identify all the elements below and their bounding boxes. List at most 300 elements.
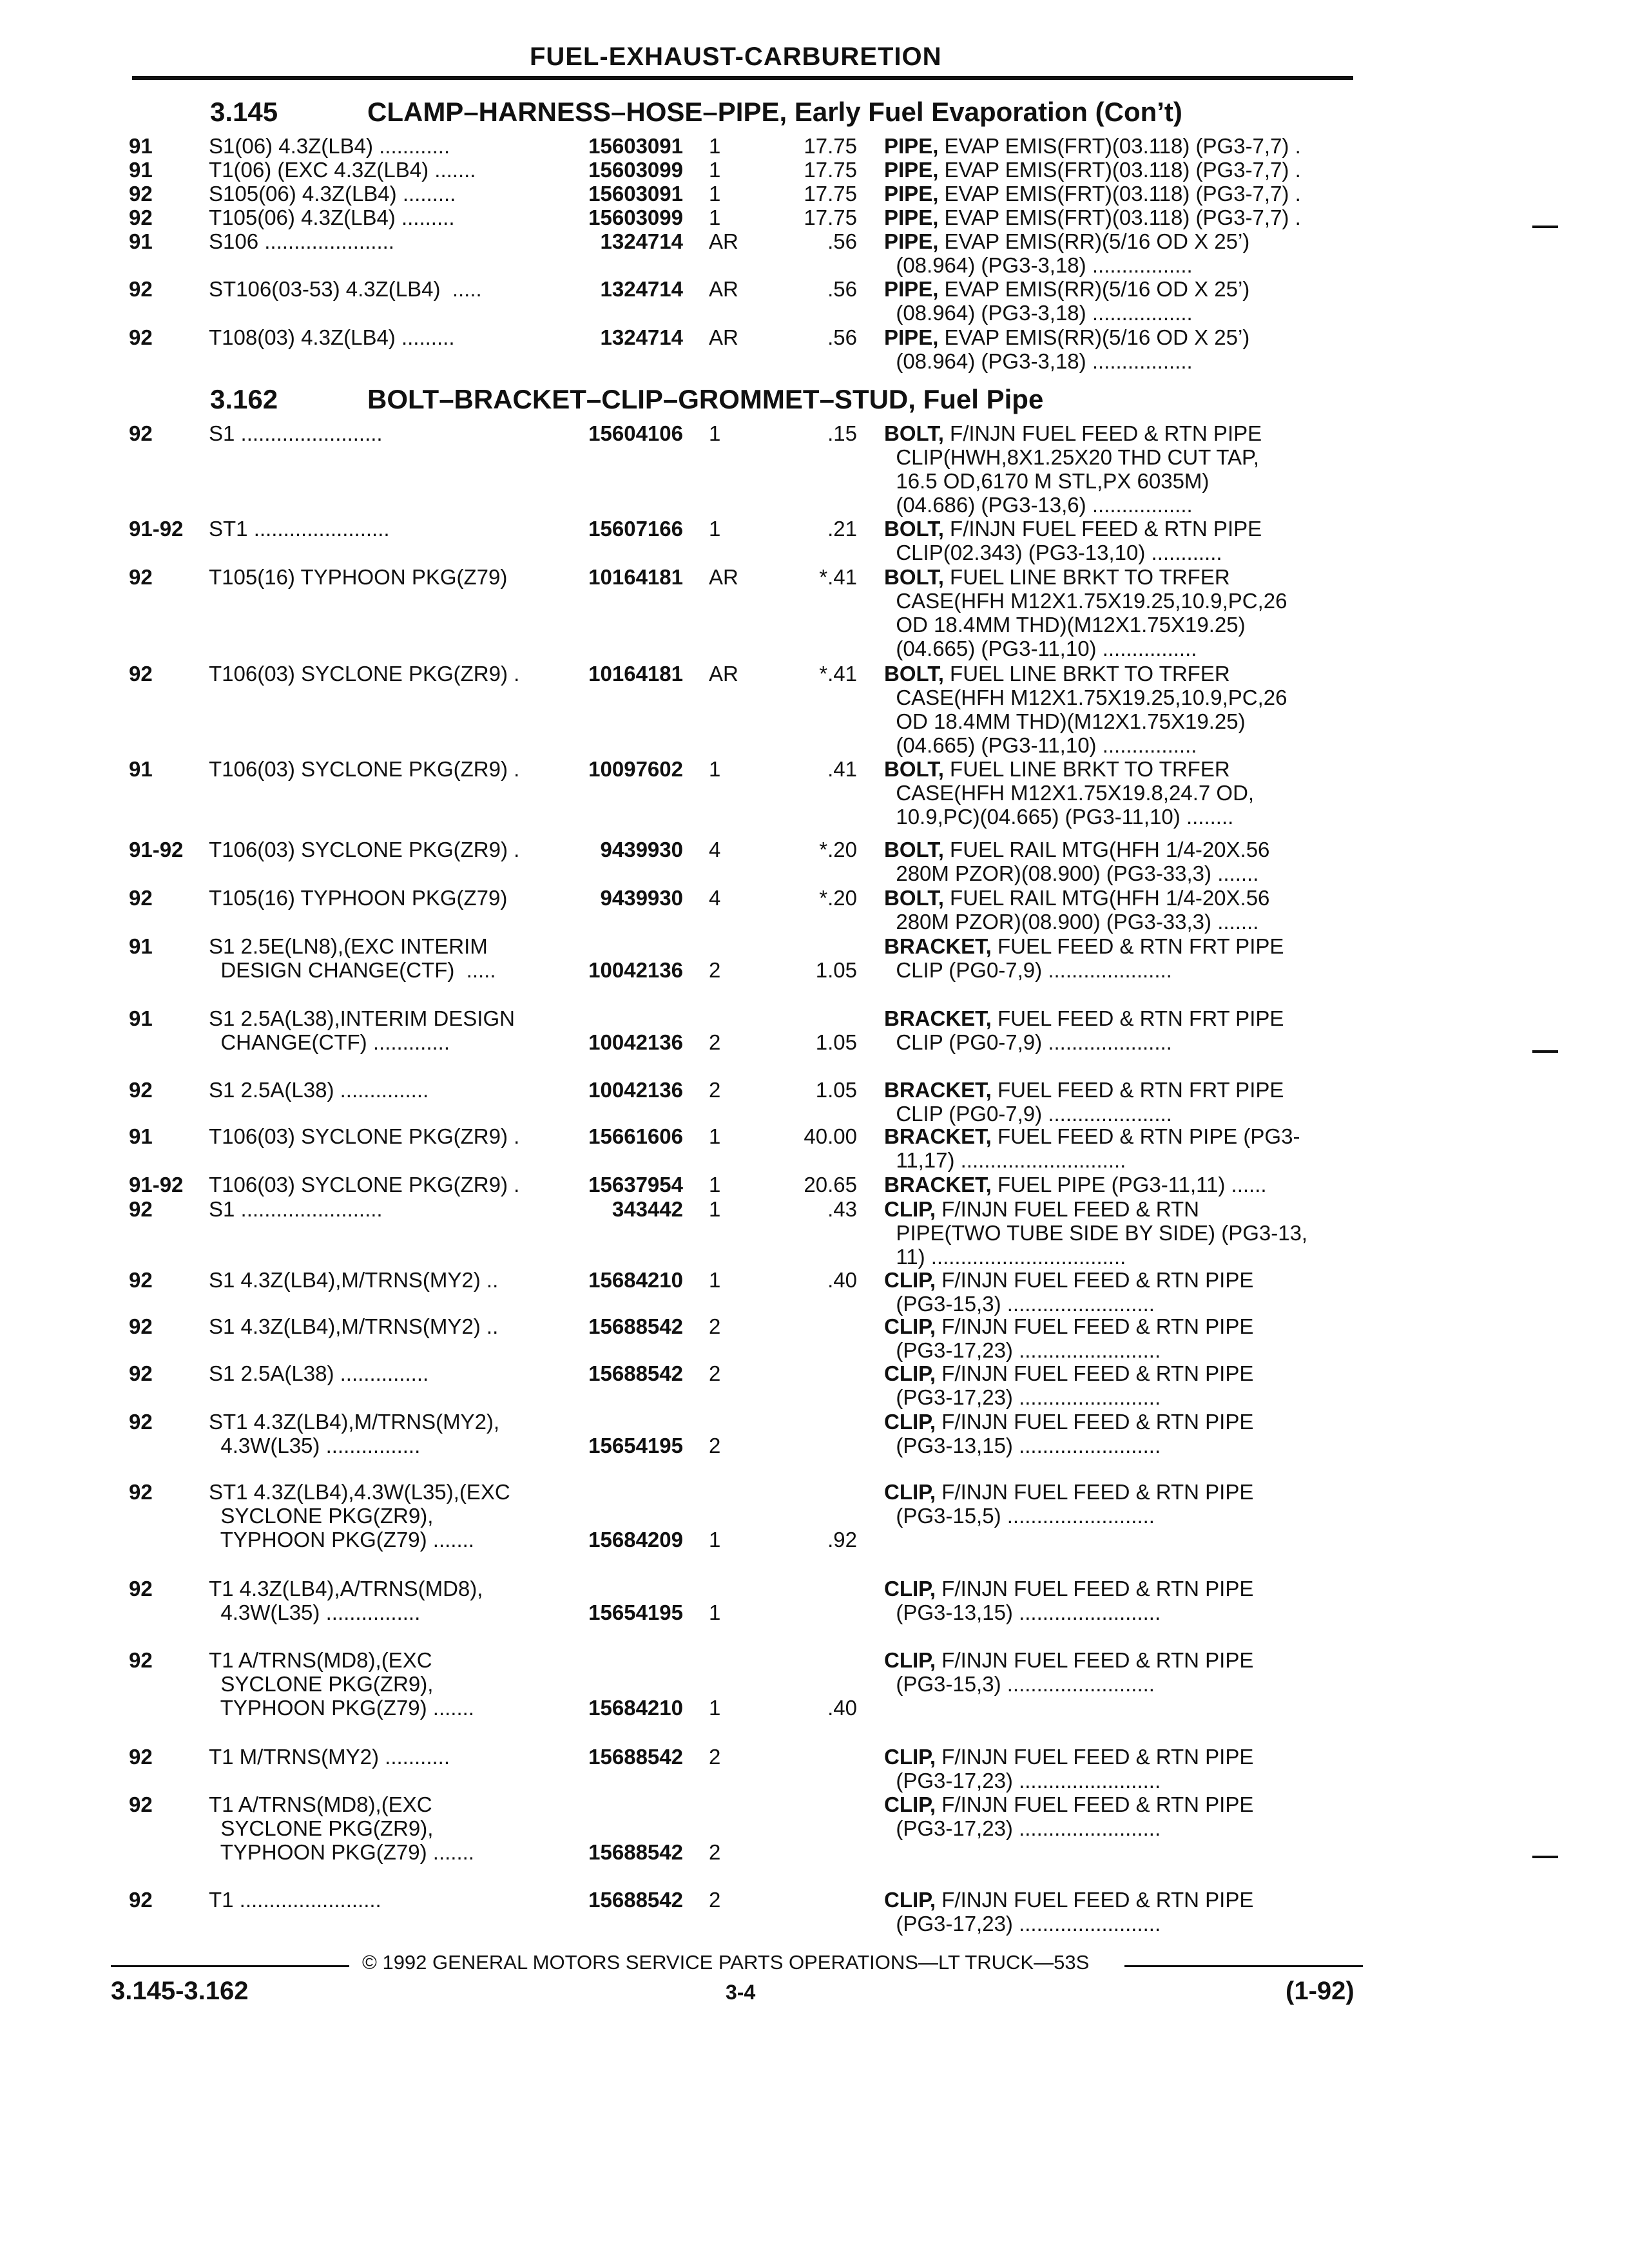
- part-description: [884, 934, 1284, 982]
- model-year: 92: [129, 277, 153, 301]
- quantity: AR: [709, 325, 738, 349]
- part-number: 15684210: [588, 1268, 683, 1292]
- price: 1.05: [815, 1078, 857, 1102]
- model-year: 91-92: [129, 1173, 184, 1196]
- price: 17.75: [804, 206, 857, 229]
- part-description: [884, 1361, 1253, 1409]
- vehicle-usage-line: T106(03) SYCLONE PKG(ZR9) .: [209, 1124, 520, 1148]
- vehicle-usage-line: T1 ........................: [209, 1888, 381, 1912]
- part-description-line: 11) .................................: [884, 1245, 1126, 1269]
- vehicle-usage-line: T1 4.3Z(LB4),A/TRNS(MD8),: [209, 1577, 483, 1600]
- model-year: 92: [129, 1888, 153, 1912]
- vehicle-usage-line: S105(06) 4.3Z(LB4) .........: [209, 182, 456, 206]
- description-keyword: PIPE,: [884, 229, 939, 253]
- part-description-line: BOLT, FUEL LINE BRKT TO TRFER: [884, 757, 1230, 781]
- model-year: 91: [129, 757, 153, 781]
- vehicle-usage-line: T106(03) SYCLONE PKG(ZR9) .: [209, 838, 520, 861]
- vehicle-usage-line: ST106(03-53) 4.3Z(LB4) .....: [209, 277, 482, 301]
- vehicle-usage-line: S106 ......................: [209, 229, 394, 253]
- quantity: 1: [709, 1124, 721, 1148]
- model-year: 91-92: [129, 838, 184, 861]
- part-number: 15688542: [588, 1840, 683, 1864]
- model-year: 91: [129, 934, 153, 958]
- vehicle-usage-line: T106(03) SYCLONE PKG(ZR9) .: [209, 1173, 520, 1196]
- part-number: 10042136: [588, 1030, 683, 1054]
- vehicle-usage: [209, 662, 519, 686]
- vehicle-usage: [209, 1124, 519, 1148]
- vehicle-usage-line: ST1 .......................: [209, 517, 390, 541]
- vehicle-usage: [209, 1314, 498, 1338]
- part-description: [884, 1078, 1284, 1126]
- part-description-line: CASE(HFH M12X1.75X19.8,24.7 OD,: [884, 781, 1255, 805]
- part-description-line: CASE(HFH M12X1.75X19.25,10.9,PC,26: [884, 589, 1287, 613]
- part-description-line: 11,17) ............................: [884, 1148, 1126, 1172]
- vehicle-usage-line: T105(16) TYPHOON PKG(Z79): [209, 886, 508, 910]
- part-description-line: (PG3-17,23) ........................: [884, 1338, 1161, 1362]
- part-number: 15688542: [588, 1314, 683, 1338]
- price: 1.05: [815, 1030, 857, 1054]
- part-number: 10164181: [588, 662, 683, 686]
- model-year: 92: [129, 662, 153, 686]
- price: .40: [827, 1696, 857, 1720]
- description-keyword: BRACKET,: [884, 1173, 992, 1196]
- price: .43: [827, 1197, 857, 1221]
- vehicle-usage-line: TYPHOON PKG(Z79) .......: [209, 1840, 474, 1864]
- part-description-line: (08.964) (PG3-3,18) .................: [884, 301, 1193, 325]
- part-description: [884, 277, 1249, 325]
- model-year: 92: [129, 1410, 153, 1434]
- part-description: [884, 229, 1249, 277]
- part-number: 10164181: [588, 565, 683, 589]
- vehicle-usage: [209, 1078, 429, 1102]
- quantity: 2: [709, 1840, 721, 1864]
- part-description: [884, 1268, 1253, 1316]
- price: .92: [827, 1528, 857, 1552]
- part-description-line: PIPE, EVAP EMIS(RR)(5/16 OD X 25’): [884, 229, 1250, 253]
- price: .21: [827, 517, 857, 541]
- quantity: AR: [709, 662, 738, 686]
- model-year: 92: [129, 1577, 153, 1600]
- quantity: AR: [709, 277, 738, 301]
- description-keyword: BRACKET,: [884, 1124, 992, 1148]
- vehicle-usage-line: SYCLONE PKG(ZR9),: [209, 1672, 434, 1696]
- part-description-line: BRACKET, FUEL FEED & RTN FRT PIPE: [884, 934, 1284, 958]
- part-description: [884, 1124, 1300, 1172]
- quantity: 1: [709, 134, 721, 158]
- description-keyword: BOLT,: [884, 421, 944, 445]
- part-description: [884, 158, 1301, 182]
- part-description: [884, 1745, 1253, 1792]
- vehicle-usage-line: S1 ........................: [209, 1197, 383, 1221]
- description-keyword: BRACKET,: [884, 934, 992, 958]
- part-description-line: CLIP, F/INJN FUEL FEED & RTN PIPE: [884, 1314, 1254, 1338]
- quantity: 2: [709, 1078, 721, 1102]
- price: *.20: [819, 838, 857, 861]
- part-description-line: 16.5 OD,6170 M STL,PX 6035M): [884, 469, 1210, 493]
- part-description-line: OD 18.4MM THD)(M12X1.75X19.25): [884, 709, 1246, 733]
- part-description-line: PIPE, EVAP EMIS(FRT)(03.118) (PG3-7,7) .: [884, 182, 1301, 206]
- description-keyword: PIPE,: [884, 206, 939, 229]
- vehicle-usage-line: TYPHOON PKG(Z79) .......: [209, 1696, 474, 1720]
- header-rule: [132, 76, 1353, 80]
- part-number: 343442: [612, 1197, 683, 1221]
- vehicle-usage-line: S1 2.5E(LN8),(EXC INTERIM: [209, 934, 488, 958]
- quantity: 2: [709, 1888, 721, 1912]
- quantity: 2: [709, 1314, 721, 1338]
- model-year: 92: [129, 1648, 153, 1672]
- vehicle-usage-line: SYCLONE PKG(ZR9),: [209, 1816, 434, 1840]
- part-description: [884, 421, 1262, 517]
- part-description-line: PIPE, EVAP EMIS(FRT)(03.118) (PG3-7,7) .: [884, 158, 1301, 182]
- model-year: 92: [129, 565, 153, 589]
- description-keyword: CLIP,: [884, 1480, 936, 1504]
- page-header-title: FUEL-EXHAUST-CARBURETION: [530, 43, 942, 71]
- part-number: 15603099: [588, 158, 683, 182]
- part-description: [884, 757, 1254, 829]
- description-keyword: CLIP,: [884, 1577, 936, 1600]
- vehicle-usage-line: S1 2.5A(L38) ...............: [209, 1078, 429, 1102]
- vehicle-usage-line: S1 4.3Z(LB4),M/TRNS(MY2) ..: [209, 1268, 499, 1292]
- part-description-line: PIPE, EVAP EMIS(FRT)(03.118) (PG3-7,7) .: [884, 206, 1301, 229]
- price: *.20: [819, 886, 857, 910]
- part-description-line: BRACKET, FUEL FEED & RTN FRT PIPE: [884, 1006, 1284, 1030]
- quantity: 1: [709, 1600, 721, 1624]
- vehicle-usage: [209, 206, 454, 229]
- part-number: 15684209: [588, 1528, 683, 1552]
- part-description-line: CLIP (PG0-7,9) .....................: [884, 1030, 1172, 1054]
- quantity: AR: [709, 229, 738, 253]
- part-description-line: (04.665) (PG3-11,10) ................: [884, 733, 1197, 757]
- part-number: 15637954: [588, 1173, 683, 1196]
- part-description-line: (08.964) (PG3-3,18) .................: [884, 349, 1193, 373]
- margin-change-mark: [1532, 1050, 1558, 1053]
- part-description-line: (PG3-17,23) ........................: [884, 1912, 1161, 1936]
- part-description-line: CLIP, F/INJN FUEL FEED & RTN: [884, 1197, 1199, 1221]
- part-description: [884, 1648, 1253, 1696]
- part-description-line: CLIP, F/INJN FUEL FEED & RTN PIPE: [884, 1745, 1254, 1769]
- model-year: 92: [129, 1197, 153, 1221]
- part-number: 1324714: [600, 229, 683, 253]
- part-description-line: PIPE, EVAP EMIS(FRT)(03.118) (PG3-7,7) .: [884, 134, 1301, 158]
- footer-rule-left: [111, 1965, 349, 1967]
- part-number: 15654195: [588, 1600, 683, 1624]
- part-description-line: CLIP, F/INJN FUEL FEED & RTN PIPE: [884, 1361, 1254, 1385]
- vehicle-usage: [209, 1173, 519, 1196]
- description-keyword: BOLT,: [884, 757, 944, 781]
- vehicle-usage-line: 4.3W(L35) ................: [209, 1600, 421, 1624]
- part-number: 15603091: [588, 182, 683, 206]
- quantity: 1: [709, 1528, 721, 1552]
- vehicle-usage: [209, 182, 456, 206]
- part-description: [884, 1792, 1253, 1840]
- description-keyword: CLIP,: [884, 1314, 936, 1338]
- part-number: 15603091: [588, 134, 683, 158]
- vehicle-usage-line: DESIGN CHANGE(CTF) .....: [209, 958, 496, 982]
- model-year: 92: [129, 1745, 153, 1769]
- part-description-line: (04.686) (PG3-13,6) .................: [884, 493, 1193, 517]
- part-description-line: (PG3-15,5) .........................: [884, 1504, 1155, 1528]
- part-description-line: BRACKET, FUEL FEED & RTN PIPE (PG3-: [884, 1124, 1300, 1148]
- part-description-line: (08.964) (PG3-3,18) .................: [884, 253, 1193, 277]
- vehicle-usage: [209, 517, 390, 541]
- part-description-line: BRACKET, FUEL PIPE (PG3-11,11) ......: [884, 1173, 1267, 1196]
- part-description-line: (PG3-17,23) ........................: [884, 1816, 1161, 1840]
- model-year: 92: [129, 421, 153, 445]
- footer-copyright: © 1992 GENERAL MOTORS SERVICE PARTS OPERATIONS—LT TRUCK—53S: [362, 1951, 1090, 1974]
- vehicle-usage: [209, 1410, 499, 1457]
- part-description: [884, 1006, 1284, 1054]
- part-description: [884, 1197, 1307, 1269]
- vehicle-usage-line: S1 2.5A(L38),INTERIM DESIGN: [209, 1006, 515, 1030]
- part-description: [884, 325, 1249, 373]
- price: .41: [827, 757, 857, 781]
- description-keyword: CLIP,: [884, 1745, 936, 1769]
- vehicle-usage-line: T1 A/TRNS(MD8),(EXC: [209, 1792, 432, 1816]
- description-keyword: PIPE,: [884, 182, 939, 206]
- model-year: 92: [129, 182, 153, 206]
- vehicle-usage: [209, 1361, 429, 1385]
- part-number: 10042136: [588, 958, 683, 982]
- margin-change-mark: [1532, 1856, 1558, 1858]
- vehicle-usage-line: T106(03) SYCLONE PKG(ZR9) .: [209, 757, 520, 781]
- quantity: 2: [709, 1745, 721, 1769]
- part-description: [884, 1577, 1253, 1624]
- part-description: [884, 1173, 1267, 1196]
- model-year: 91-92: [129, 517, 184, 541]
- part-number: 15688542: [588, 1361, 683, 1385]
- vehicle-usage-line: S1(06) 4.3Z(LB4) ............: [209, 134, 450, 158]
- description-keyword: PIPE,: [884, 325, 939, 349]
- description-keyword: PIPE,: [884, 134, 939, 158]
- part-description-line: (PG3-13,15) ........................: [884, 1434, 1161, 1457]
- price: 17.75: [804, 158, 857, 182]
- part-description-line: BOLT, F/INJN FUEL FEED & RTN PIPE: [884, 517, 1262, 541]
- quantity: 1: [709, 1696, 721, 1720]
- model-year: 91: [129, 134, 153, 158]
- part-description: [884, 565, 1287, 660]
- section-number: 3.162: [210, 384, 278, 414]
- description-keyword: BOLT,: [884, 662, 944, 686]
- vehicle-usage-line: CHANGE(CTF) .............: [209, 1030, 450, 1054]
- part-description-line: BOLT, FUEL LINE BRKT TO TRFER: [884, 662, 1230, 686]
- description-keyword: BOLT,: [884, 565, 944, 589]
- vehicle-usage-line: S1 ........................: [209, 421, 383, 445]
- vehicle-usage: [209, 1745, 450, 1769]
- model-year: 92: [129, 886, 153, 910]
- vehicle-usage-line: SYCLONE PKG(ZR9),: [209, 1504, 434, 1528]
- part-number: 15604106: [588, 421, 683, 445]
- price: .15: [827, 421, 857, 445]
- vehicle-usage: [209, 886, 507, 910]
- part-description: [884, 886, 1269, 934]
- part-description-line: BOLT, FUEL RAIL MTG(HFH 1/4-20X.56: [884, 838, 1270, 861]
- description-keyword: CLIP,: [884, 1268, 936, 1292]
- part-description-line: (PG3-17,23) ........................: [884, 1385, 1161, 1409]
- part-number: 15688542: [588, 1745, 683, 1769]
- part-description-line: BOLT, F/INJN FUEL FEED & RTN PIPE: [884, 421, 1262, 445]
- price: 20.65: [804, 1173, 857, 1196]
- part-description-line: CLIP(02.343) (PG3-13,10) ............: [884, 541, 1222, 564]
- quantity: 1: [709, 158, 721, 182]
- vehicle-usage-line: ST1 4.3Z(LB4),M/TRNS(MY2),: [209, 1410, 500, 1434]
- part-description: [884, 838, 1269, 885]
- model-year: 92: [129, 1268, 153, 1292]
- quantity: 1: [709, 206, 721, 229]
- vehicle-usage-line: ST1 4.3Z(LB4),4.3W(L35),(EXC: [209, 1480, 510, 1504]
- vehicle-usage: [209, 158, 476, 182]
- model-year: 91: [129, 158, 153, 182]
- vehicle-usage-line: S1 2.5A(L38) ...............: [209, 1361, 429, 1385]
- part-description-line: CLIP, F/INJN FUEL FEED & RTN PIPE: [884, 1480, 1254, 1504]
- part-description-line: (PG3-13,15) ........................: [884, 1600, 1161, 1624]
- price: .56: [827, 325, 857, 349]
- part-description-line: (PG3-15,3) .........................: [884, 1672, 1155, 1696]
- part-number: 10042136: [588, 1078, 683, 1102]
- part-number: 15688542: [588, 1888, 683, 1912]
- part-description-line: OD 18.4MM THD)(M12X1.75X19.25): [884, 613, 1246, 637]
- description-keyword: PIPE,: [884, 277, 939, 301]
- part-description-line: (PG3-17,23) ........................: [884, 1769, 1161, 1792]
- model-year: 92: [129, 1792, 153, 1816]
- model-year: 92: [129, 1480, 153, 1504]
- part-description-line: CLIP, F/INJN FUEL FEED & RTN PIPE: [884, 1577, 1254, 1600]
- vehicle-usage: [209, 421, 383, 445]
- vehicle-usage: [209, 1268, 498, 1292]
- footer-revision: (1-92): [1286, 1977, 1354, 2005]
- part-description: [884, 182, 1301, 206]
- price: .56: [827, 277, 857, 301]
- model-year: 91: [129, 229, 153, 253]
- vehicle-usage: [209, 838, 519, 861]
- description-keyword: CLIP,: [884, 1197, 936, 1221]
- margin-change-mark: [1532, 226, 1558, 228]
- description-keyword: BRACKET,: [884, 1078, 992, 1102]
- part-description-line: CLIP (PG0-7,9) .....................: [884, 958, 1172, 982]
- part-description-line: (04.665) (PG3-11,10) ................: [884, 637, 1197, 660]
- description-keyword: BOLT,: [884, 838, 944, 861]
- vehicle-usage: [209, 277, 482, 301]
- part-description: [884, 1480, 1253, 1528]
- price: .56: [827, 229, 857, 253]
- part-number: 1324714: [600, 277, 683, 301]
- part-description: [884, 1410, 1253, 1457]
- vehicle-usage-line: TYPHOON PKG(Z79) .......: [209, 1528, 474, 1552]
- description-keyword: CLIP,: [884, 1792, 936, 1816]
- part-description-line: PIPE, EVAP EMIS(RR)(5/16 OD X 25’): [884, 277, 1250, 301]
- price: *.41: [819, 662, 857, 686]
- part-number: 15684210: [588, 1696, 683, 1720]
- vehicle-usage: [209, 1197, 383, 1221]
- quantity: 1: [709, 1268, 721, 1292]
- vehicle-usage: [209, 757, 519, 781]
- description-keyword: CLIP,: [884, 1410, 936, 1434]
- quantity: AR: [709, 565, 738, 589]
- vehicle-usage-line: T105(16) TYPHOON PKG(Z79): [209, 565, 508, 589]
- section-number: 3.145: [210, 97, 278, 127]
- vehicle-usage: [209, 325, 454, 349]
- part-number: 9439930: [600, 886, 683, 910]
- vehicle-usage-line: T1 A/TRNS(MD8),(EXC: [209, 1648, 432, 1672]
- quantity: 2: [709, 1434, 721, 1457]
- vehicle-usage-line: T1 M/TRNS(MY2) ...........: [209, 1745, 450, 1769]
- part-description-line: CLIP(HWH,8X1.25X20 THD CUT TAP,: [884, 445, 1259, 469]
- part-number: 15661606: [588, 1124, 683, 1148]
- part-number: 15603099: [588, 206, 683, 229]
- part-number: 9439930: [600, 838, 683, 861]
- model-year: 92: [129, 1314, 153, 1338]
- price: 1.05: [815, 958, 857, 982]
- part-description: [884, 1314, 1253, 1362]
- part-description-line: CLIP, F/INJN FUEL FEED & RTN PIPE: [884, 1792, 1254, 1816]
- part-description: [884, 206, 1301, 229]
- description-keyword: BOLT,: [884, 886, 944, 910]
- part-description-line: CLIP, F/INJN FUEL FEED & RTN PIPE: [884, 1888, 1254, 1912]
- vehicle-usage: [209, 1792, 474, 1864]
- vehicle-usage-line: T1(06) (EXC 4.3Z(LB4) .......: [209, 158, 476, 182]
- quantity: 2: [709, 958, 721, 982]
- vehicle-usage-line: 4.3W(L35) ................: [209, 1434, 421, 1457]
- part-description-line: 10.9,PC)(04.665) (PG3-11,10) ........: [884, 805, 1234, 829]
- part-description: [884, 1888, 1253, 1936]
- vehicle-usage-line: T106(03) SYCLONE PKG(ZR9) .: [209, 662, 520, 686]
- vehicle-usage: [209, 134, 450, 158]
- footer-rule-right: [1124, 1965, 1363, 1967]
- part-description-line: CASE(HFH M12X1.75X19.25,10.9,PC,26: [884, 686, 1287, 709]
- price: .40: [827, 1268, 857, 1292]
- part-description-line: BRACKET, FUEL FEED & RTN FRT PIPE: [884, 1078, 1284, 1102]
- part-description-line: 280M PZOR)(08.900) (PG3-33,3) .......: [884, 910, 1259, 934]
- part-number: 1324714: [600, 325, 683, 349]
- part-description-line: (PG3-15,3) .........................: [884, 1292, 1155, 1316]
- part-number: 10097602: [588, 757, 683, 781]
- part-description-line: CLIP, F/INJN FUEL FEED & RTN PIPE: [884, 1648, 1254, 1672]
- vehicle-usage: [209, 934, 496, 982]
- quantity: 2: [709, 1361, 721, 1385]
- vehicle-usage: [209, 1888, 381, 1912]
- section-title: BOLT–BRACKET–CLIP–GROMMET–STUD, Fuel Pipe: [367, 384, 1044, 414]
- footer-section-range: 3.145-3.162: [111, 1977, 249, 2005]
- vehicle-usage: [209, 1006, 515, 1054]
- part-description-line: PIPE(TWO TUBE SIDE BY SIDE) (PG3-13,: [884, 1221, 1308, 1245]
- part-description-line: CLIP, F/INJN FUEL FEED & RTN PIPE: [884, 1410, 1254, 1434]
- part-description: [884, 134, 1301, 158]
- model-year: 91: [129, 1124, 153, 1148]
- description-keyword: CLIP,: [884, 1888, 936, 1912]
- vehicle-usage-line: T108(03) 4.3Z(LB4) .........: [209, 325, 455, 349]
- quantity: 1: [709, 182, 721, 206]
- part-description: [884, 517, 1262, 564]
- price: 40.00: [804, 1124, 857, 1148]
- description-keyword: CLIP,: [884, 1648, 936, 1672]
- quantity: 4: [709, 886, 721, 910]
- part-number: 15607166: [588, 517, 683, 541]
- model-year: 92: [129, 206, 153, 229]
- quantity: 1: [709, 421, 721, 445]
- vehicle-usage: [209, 1648, 474, 1720]
- vehicle-usage: [209, 1480, 510, 1552]
- model-year: 92: [129, 1361, 153, 1385]
- part-description-line: CLIP (PG0-7,9) .....................: [884, 1102, 1172, 1126]
- description-keyword: BOLT,: [884, 517, 944, 541]
- model-year: 92: [129, 325, 153, 349]
- description-keyword: BRACKET,: [884, 1006, 992, 1030]
- part-description-line: 280M PZOR)(08.900) (PG3-33,3) .......: [884, 861, 1259, 885]
- quantity: 1: [709, 1173, 721, 1196]
- vehicle-usage-line: S1 4.3Z(LB4),M/TRNS(MY2) ..: [209, 1314, 499, 1338]
- model-year: 92: [129, 1078, 153, 1102]
- vehicle-usage: [209, 1577, 483, 1624]
- quantity: 1: [709, 517, 721, 541]
